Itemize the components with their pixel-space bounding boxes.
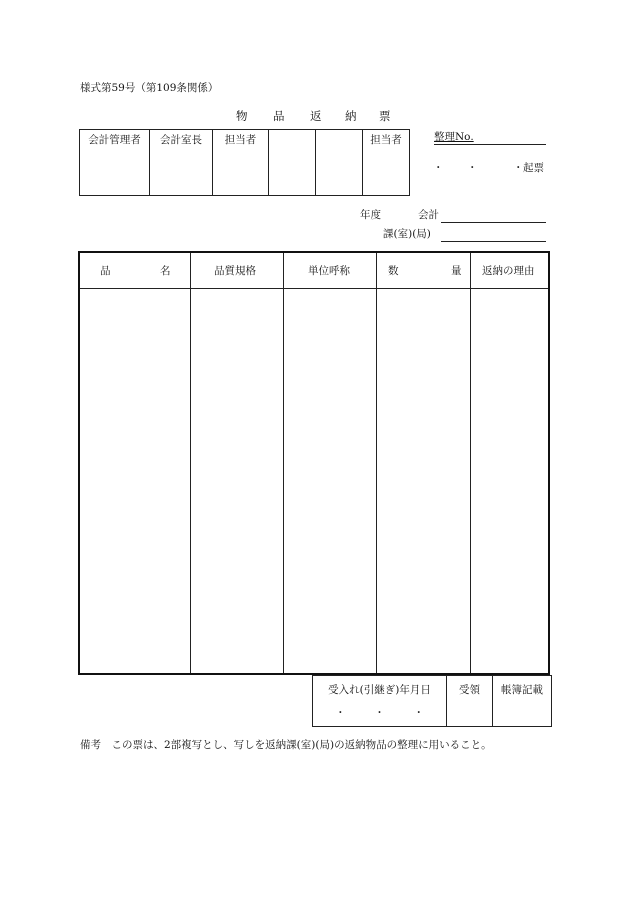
stamp-label: 会計管理者 xyxy=(88,134,141,146)
suryo-entry-area[interactable] xyxy=(377,289,469,673)
chobo-kisai-label: 帳簿記載 xyxy=(501,684,543,696)
nendo-label: 年度 xyxy=(360,209,381,221)
juryo-cell[interactable] xyxy=(447,676,493,727)
column-header-hinmei-2: 名 xyxy=(160,265,171,277)
date-dot: ・ xyxy=(513,162,524,174)
stamp-label: 会計室長 xyxy=(160,134,202,146)
date-dot: ・ xyxy=(374,707,385,719)
ka-field[interactable] xyxy=(441,227,546,242)
title-char: 納 xyxy=(345,109,357,123)
seiri-number-field[interactable] xyxy=(434,130,546,145)
receipt-date-dots xyxy=(314,705,445,720)
title-char: 品 xyxy=(273,109,285,123)
stamp-box-blank-1[interactable] xyxy=(269,130,316,196)
chobo-kisai-cell[interactable] xyxy=(493,676,552,727)
column-header-tani-kosho: 単位呼称 xyxy=(308,265,350,277)
stamp-box-tantousha-2[interactable] xyxy=(363,130,410,196)
remarks-note: 備考 この票は、2部複写とし、写しを返納課(室)(局)の返納物品の整理に用いること。 xyxy=(80,739,492,751)
date-dot: ・ xyxy=(413,707,424,719)
column-header-henno-riyu: 返納の理由 xyxy=(482,265,535,277)
stamp-label: 担当者 xyxy=(224,134,257,146)
seiri-label: 整理No. xyxy=(434,131,474,143)
juryo-label: 受領 xyxy=(459,684,480,696)
items-table xyxy=(78,251,550,675)
hinmei-entry-area[interactable] xyxy=(80,289,189,673)
date-dot: ・ xyxy=(335,707,346,719)
title-char: 返 xyxy=(310,109,322,123)
title-char: 物 xyxy=(236,109,248,123)
kaikei-field[interactable] xyxy=(441,208,546,223)
receipt-table xyxy=(312,675,552,727)
kaikei-label: 会計 xyxy=(418,209,439,221)
form-title xyxy=(0,108,630,124)
receipt-date-cell[interactable] xyxy=(313,676,447,727)
kihyo-label: 起票 xyxy=(523,162,544,174)
column-header-suryo-1: 数 xyxy=(388,265,399,277)
column-header-hinshitsu-kikaku: 品質規格 xyxy=(214,265,256,277)
column-header-hinmei-1: 品 xyxy=(100,265,111,277)
tani-entry-area[interactable] xyxy=(284,289,375,673)
stamp-box-kaikei-kanrisha[interactable] xyxy=(80,130,150,196)
title-char: 票 xyxy=(379,109,391,123)
date-dot: ・ xyxy=(467,162,478,174)
receipt-date-label: 受入れ(引継ぎ)年月日 xyxy=(328,684,431,696)
form-number: 様式第59号（第109条関係） xyxy=(80,82,219,94)
stamp-box-kaikei-shitsucho[interactable] xyxy=(150,130,213,196)
stamp-box-blank-2[interactable] xyxy=(316,130,363,196)
column-header-suryo-2: 量 xyxy=(451,265,462,277)
stamp-label: 担当者 xyxy=(370,134,402,146)
hinshitsu-entry-area[interactable] xyxy=(191,289,282,673)
approval-stamp-table xyxy=(79,129,410,196)
riyu-entry-area[interactable] xyxy=(471,289,548,673)
stamp-box-tantousha[interactable] xyxy=(213,130,269,196)
ka-label: 課(室)(局) xyxy=(383,228,431,240)
date-dot: ・ xyxy=(433,162,444,174)
